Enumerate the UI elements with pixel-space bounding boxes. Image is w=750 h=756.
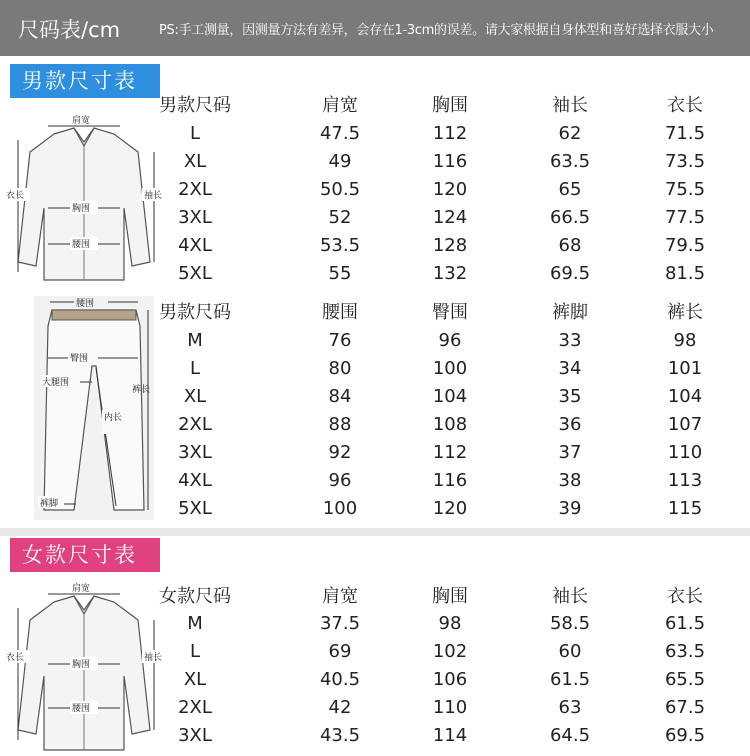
value-cell: 110 [667, 442, 703, 463]
value-cell: 116 [432, 470, 468, 491]
value-cell: 107 [667, 414, 703, 435]
value-cell: 73.5 [664, 151, 706, 172]
table-row [140, 439, 745, 467]
value-cell: 35 [558, 386, 582, 407]
men-pants-waist-label: 腰围 [76, 299, 95, 309]
value-cell: 60 [558, 641, 582, 662]
value-cell: 100 [432, 358, 468, 379]
men-shirt-length-label: 衣长 [6, 191, 25, 201]
value-cell: 113 [667, 470, 703, 491]
page-title: 尺码表/cm [18, 18, 121, 42]
value-cell: 101 [667, 358, 703, 379]
men-pants-inseam-label: 内长 [104, 413, 123, 423]
size-cell: 4XL [178, 235, 212, 256]
value-cell: 116 [432, 151, 468, 172]
size-cell: 2XL [178, 697, 212, 718]
size-cell: XL [183, 151, 207, 172]
value-cell: 37.5 [319, 613, 361, 634]
size-cell: 3XL [178, 207, 212, 228]
table-row [140, 355, 745, 383]
table-row [140, 148, 745, 176]
women-shirt-sleeve-label: 袖长 [144, 653, 163, 663]
women-shirt-shoulder-label: 肩宽 [72, 584, 91, 594]
value-cell: 63.5 [549, 151, 591, 172]
value-cell: 38 [558, 470, 582, 491]
value-cell: 40.5 [319, 669, 361, 690]
value-cell: 42 [328, 697, 352, 718]
size-cell: 2XL [178, 414, 212, 435]
header-cell: 腰围 [322, 302, 358, 323]
size-cell: 2XL [178, 179, 212, 200]
value-cell: 98 [438, 613, 462, 634]
table-header-row [140, 583, 745, 611]
value-cell: 124 [432, 207, 468, 228]
value-cell: 76 [328, 330, 352, 351]
header-cell: 臀围 [432, 302, 468, 323]
value-cell: 112 [432, 123, 468, 144]
value-cell: 52 [328, 207, 352, 228]
value-cell: 63.5 [664, 641, 706, 662]
header-cell: 裤长 [667, 302, 703, 323]
header-cell: 衣长 [667, 586, 703, 607]
value-cell: 114 [432, 725, 468, 746]
value-cell: 84 [328, 386, 352, 407]
men-pants-length-label: 裤长 [132, 385, 151, 395]
header-cell: 衣长 [667, 95, 703, 116]
value-cell: 47.5 [319, 123, 361, 144]
value-cell: 53.5 [319, 235, 361, 256]
value-cell: 39 [558, 498, 582, 519]
header-cell: 男款尺码 [159, 302, 231, 323]
header-cell: 肩宽 [322, 586, 358, 607]
value-cell: 88 [328, 414, 352, 435]
value-cell: 61.5 [549, 669, 591, 690]
header-cell: 胸围 [432, 586, 468, 607]
table-row [140, 694, 745, 722]
men-pants-thigh-label: 大腿围 [42, 378, 70, 388]
value-cell: 112 [432, 442, 468, 463]
value-cell: 120 [432, 179, 468, 200]
table-header-row [140, 299, 745, 327]
value-cell: 36 [558, 414, 582, 435]
table-row [140, 638, 745, 666]
table-row [140, 495, 745, 523]
value-cell: 68 [558, 235, 582, 256]
value-cell: 100 [322, 498, 358, 519]
header-cell: 袖长 [552, 586, 588, 607]
value-cell: 120 [432, 498, 468, 519]
women-shirt-chest-label: 胸围 [72, 660, 91, 670]
table-row [140, 260, 745, 288]
value-cell: 104 [667, 386, 703, 407]
value-cell: 92 [328, 442, 352, 463]
table-header-row [140, 92, 745, 120]
section-divider [0, 528, 750, 536]
value-cell: 69 [328, 641, 352, 662]
men-section-badge: 男款尺寸表 [10, 64, 160, 98]
value-cell: 61.5 [664, 613, 706, 634]
size-cell: XL [183, 669, 207, 690]
value-cell: 128 [432, 235, 468, 256]
men-shirt-waist-label: 腰围 [72, 240, 91, 250]
header-cell: 裤脚 [552, 302, 588, 323]
men-pants-hip-label: 臀围 [70, 354, 89, 364]
value-cell: 102 [432, 641, 468, 662]
table-row [140, 176, 745, 204]
value-cell: 71.5 [664, 123, 706, 144]
value-cell: 106 [432, 669, 468, 690]
value-cell: 33 [558, 330, 582, 351]
value-cell: 65 [558, 179, 582, 200]
size-cell: 4XL [178, 470, 212, 491]
value-cell: 49 [328, 151, 352, 172]
value-cell: 34 [558, 358, 582, 379]
size-cell: 5XL [178, 498, 212, 519]
value-cell: 108 [432, 414, 468, 435]
table-row [140, 120, 745, 148]
size-cell: XL [183, 386, 207, 407]
value-cell: 62 [558, 123, 582, 144]
table-row [140, 232, 745, 260]
value-cell: 110 [432, 697, 468, 718]
value-cell: 96 [328, 470, 352, 491]
value-cell: 81.5 [664, 263, 706, 284]
value-cell: 69.5 [549, 263, 591, 284]
table-row [140, 722, 745, 750]
men-pants-hem-label: 裤脚 [40, 499, 59, 509]
header-cell: 胸围 [432, 95, 468, 116]
value-cell: 69.5 [664, 725, 706, 746]
size-cell: L [189, 641, 201, 662]
men-shirt-shoulder-label: 肩宽 [72, 116, 91, 126]
men-pants-diagram [34, 296, 154, 520]
value-cell: 77.5 [664, 207, 706, 228]
value-cell: 63 [558, 697, 582, 718]
header-cell: 女款尺码 [159, 586, 231, 607]
size-cell: 3XL [178, 725, 212, 746]
size-cell: M [187, 330, 203, 351]
men-shirt-chest-label: 胸围 [72, 204, 91, 214]
size-cell: M [187, 613, 203, 634]
size-cell: L [189, 123, 201, 144]
women-section-badge: 女款尺寸表 [10, 538, 160, 572]
value-cell: 96 [438, 330, 462, 351]
value-cell: 80 [328, 358, 352, 379]
size-cell: 5XL [178, 263, 212, 284]
value-cell: 55 [328, 263, 352, 284]
value-cell: 79.5 [664, 235, 706, 256]
men-shirt-sleeve-label: 袖长 [144, 191, 163, 201]
header-cell: 男款尺码 [159, 95, 231, 116]
measurement-note: PS:手工测量，因测量方法有差异，会存在1-3cm的误差。请大家根据自身体型和喜好选择衣服大小 [159, 23, 714, 38]
value-cell: 132 [432, 263, 468, 284]
table-row [140, 666, 745, 694]
value-cell: 43.5 [319, 725, 361, 746]
size-cell: L [189, 358, 201, 379]
women-shirt-waist-label: 腰围 [72, 704, 91, 714]
value-cell: 67.5 [664, 697, 706, 718]
value-cell: 58.5 [549, 613, 591, 634]
table-row [140, 610, 745, 638]
table-row [140, 383, 745, 411]
value-cell: 98 [673, 330, 697, 351]
value-cell: 66.5 [549, 207, 591, 228]
table-row [140, 467, 745, 495]
value-cell: 50.5 [319, 179, 361, 200]
table-row [140, 411, 745, 439]
header-cell: 袖长 [552, 95, 588, 116]
value-cell: 115 [667, 498, 703, 519]
size-cell: 3XL [178, 442, 212, 463]
value-cell: 65.5 [664, 669, 706, 690]
value-cell: 104 [432, 386, 468, 407]
table-row [140, 327, 745, 355]
value-cell: 75.5 [664, 179, 706, 200]
women-shirt-length-label: 衣长 [6, 653, 25, 663]
table-row [140, 204, 745, 232]
header-cell: 肩宽 [322, 95, 358, 116]
value-cell: 37 [558, 442, 582, 463]
value-cell: 64.5 [549, 725, 591, 746]
header-bar [0, 0, 750, 56]
